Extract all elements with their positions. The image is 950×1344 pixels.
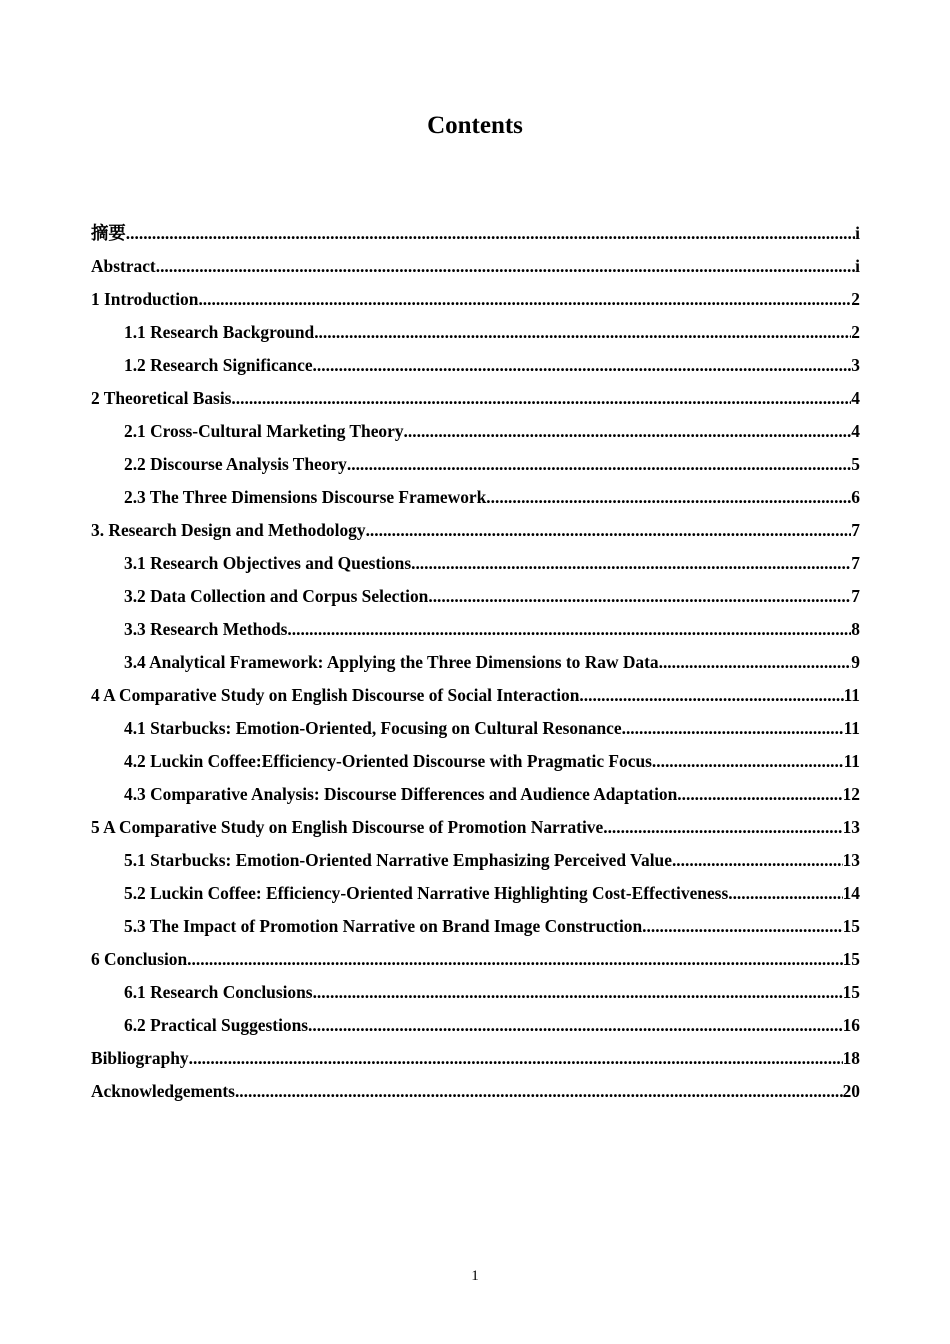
toc-dot-leader <box>198 283 851 316</box>
toc-entry-label: Acknowledgements <box>91 1081 235 1101</box>
toc-entry-page-number: 20 <box>842 1081 860 1101</box>
toc-dot-leader <box>308 1009 843 1042</box>
toc-entry[interactable] <box>91 580 860 613</box>
toc-entry-label: 4 A Comparative Study on English Discourse of Social Interaction <box>91 685 580 705</box>
toc-entry-label: 5.1 Starbucks: Emotion-Oriented Narrative Emphasizing Perceived Value <box>124 850 672 870</box>
toc-entry-page-number: 7 <box>851 586 860 606</box>
toc-entry[interactable] <box>91 943 860 976</box>
toc-entry-label: 2.3 The Three Dimensions Discourse Framework <box>124 487 487 507</box>
toc-dot-leader <box>313 976 843 1009</box>
toc-entry[interactable] <box>91 514 860 547</box>
toc-entry-label: 1 Introduction <box>91 289 199 309</box>
toc-entry-page-number: 7 <box>851 553 860 573</box>
toc-dot-leader <box>659 646 852 679</box>
toc-entry[interactable] <box>91 415 860 448</box>
toc-entry-label: 1.1 Research Background <box>124 322 315 342</box>
toc-entry-label: 6.1 Research Conclusions <box>124 982 313 1002</box>
toc-entry-page-number: 16 <box>842 1015 860 1035</box>
toc-entry-label: 4.3 Comparative Analysis: Discourse Differences and Audience Adaptation <box>124 784 678 804</box>
toc-entry-page-number: 4 <box>851 388 860 408</box>
toc-entry-page-number: 13 <box>842 817 860 837</box>
toc-entry-page-number: 4 <box>851 421 860 441</box>
toc-entry[interactable] <box>91 745 860 778</box>
toc-entry-page-number: i <box>855 223 860 243</box>
toc-entry-label: 1.2 Research Significance <box>124 355 313 375</box>
toc-entry-label: 摘要 <box>91 223 126 243</box>
toc-entry-label: 6.2 Practical Suggestions <box>124 1015 309 1035</box>
toc-entry-label: 3.1 Research Objectives and Questions <box>124 553 412 573</box>
toc-entry-page-number: 3 <box>851 355 860 375</box>
toc-dot-leader <box>677 778 842 811</box>
toc-entry-label: Bibliography <box>91 1048 189 1068</box>
toc-entry-page-number: 13 <box>842 850 860 870</box>
toc-entry-page-number: 15 <box>842 916 860 936</box>
toc-dot-leader <box>126 217 855 250</box>
toc-entry[interactable] <box>91 910 860 943</box>
toc-entry-page-number: 11 <box>843 718 860 738</box>
toc-entry[interactable] <box>91 250 860 283</box>
toc-dot-leader <box>728 877 842 910</box>
toc-dot-leader <box>287 613 851 646</box>
toc-entry-label: Abstract <box>91 256 156 276</box>
toc-dot-leader <box>366 514 852 547</box>
toc-entry[interactable] <box>91 283 860 316</box>
toc-dot-leader <box>404 415 852 448</box>
toc-entry-label: 2 Theoretical Basis <box>91 388 232 408</box>
toc-entry[interactable] <box>91 679 860 712</box>
toc-dot-leader <box>156 250 855 283</box>
toc-entry[interactable] <box>91 646 860 679</box>
toc-entry[interactable] <box>91 448 860 481</box>
toc-entry-page-number: 15 <box>842 982 860 1002</box>
toc-entry-label: 4.2 Luckin Coffee:Efficiency-Oriented Discourse with Pragmatic Focus <box>124 751 652 771</box>
toc-entry-label: 5.2 Luckin Coffee: Efficiency-Oriented Narrative Highlighting Cost-Effectiveness <box>124 883 729 903</box>
toc-entry-page-number: 14 <box>842 883 860 903</box>
toc-entry-label: 5.3 The Impact of Promotion Narrative on Brand Image Construction <box>124 916 643 936</box>
toc-entry-page-number: 18 <box>842 1048 860 1068</box>
toc-entry[interactable] <box>91 547 860 580</box>
toc-entry-page-number: 6 <box>851 487 860 507</box>
toc-entry-label: 2.1 Cross-Cultural Marketing Theory <box>124 421 404 441</box>
toc-dot-leader <box>347 448 851 481</box>
toc-dot-leader <box>652 745 844 778</box>
toc-entry[interactable] <box>91 712 860 745</box>
toc-entry[interactable] <box>91 1075 860 1108</box>
toc-entry-label: 3.3 Research Methods <box>124 619 288 639</box>
toc-entry[interactable] <box>91 481 860 514</box>
toc-entry-label: 6 Conclusion <box>91 949 188 969</box>
toc-dot-leader <box>231 382 851 415</box>
toc-dot-leader <box>411 547 851 580</box>
page-title: Contents <box>427 112 523 139</box>
toc-entry-label: 5 A Comparative Study on English Discourse of Promotion Narrative <box>91 817 604 837</box>
toc-entry-page-number: 7 <box>851 520 860 540</box>
toc-entry[interactable] <box>91 1009 860 1042</box>
page-number: 1 <box>471 1268 479 1284</box>
toc-dot-leader <box>189 1042 843 1075</box>
toc-entry[interactable] <box>91 844 860 877</box>
toc-dot-leader <box>622 712 844 745</box>
toc-entry[interactable] <box>91 217 860 250</box>
toc-entry-label: 3. Research Design and Methodology <box>91 520 366 540</box>
toc-dot-leader <box>235 1075 843 1108</box>
toc-entry-page-number: 9 <box>851 652 860 672</box>
toc-entry[interactable] <box>91 316 860 349</box>
toc-entry-label: 2.2 Discourse Analysis Theory <box>124 454 347 474</box>
toc-entry[interactable] <box>91 349 860 382</box>
toc-entry[interactable] <box>91 778 860 811</box>
toc-entry[interactable] <box>91 976 860 1009</box>
toc-dot-leader <box>642 910 842 943</box>
toc-entry-page-number: 2 <box>851 289 860 309</box>
toc-dot-leader <box>579 679 843 712</box>
toc-entry-label: 3.2 Data Collection and Corpus Selection <box>124 586 429 606</box>
toc-entry-page-number: 5 <box>851 454 860 474</box>
toc-entry-label: 3.4 Analytical Framework: Applying the Three Dimensions to Raw Data <box>124 652 659 672</box>
toc-entry[interactable] <box>91 382 860 415</box>
toc-entry[interactable] <box>91 613 860 646</box>
toc-dot-leader <box>187 943 842 976</box>
toc-entry-page-number: 2 <box>851 322 860 342</box>
toc-entry-page-number: 15 <box>842 949 860 969</box>
toc-dot-leader <box>672 844 843 877</box>
toc-entry[interactable] <box>91 811 860 844</box>
toc-entry-page-number: 11 <box>843 685 860 705</box>
toc-entry-page-number: 11 <box>843 751 860 771</box>
toc-entry-page-number: 12 <box>842 784 860 804</box>
toc-entry-page-number: 8 <box>851 619 860 639</box>
toc-dot-leader <box>603 811 842 844</box>
table-of-contents <box>91 217 860 1108</box>
toc-entry-page-number: i <box>855 256 860 276</box>
toc-dot-leader <box>486 481 851 514</box>
toc-dot-leader <box>314 316 851 349</box>
toc-entry-label: 4.1 Starbucks: Emotion-Oriented, Focusing on Cultural Resonance <box>124 718 622 738</box>
toc-entry[interactable] <box>91 1042 860 1075</box>
toc-entry[interactable] <box>91 877 860 910</box>
toc-dot-leader <box>313 349 852 382</box>
toc-dot-leader <box>428 580 851 613</box>
